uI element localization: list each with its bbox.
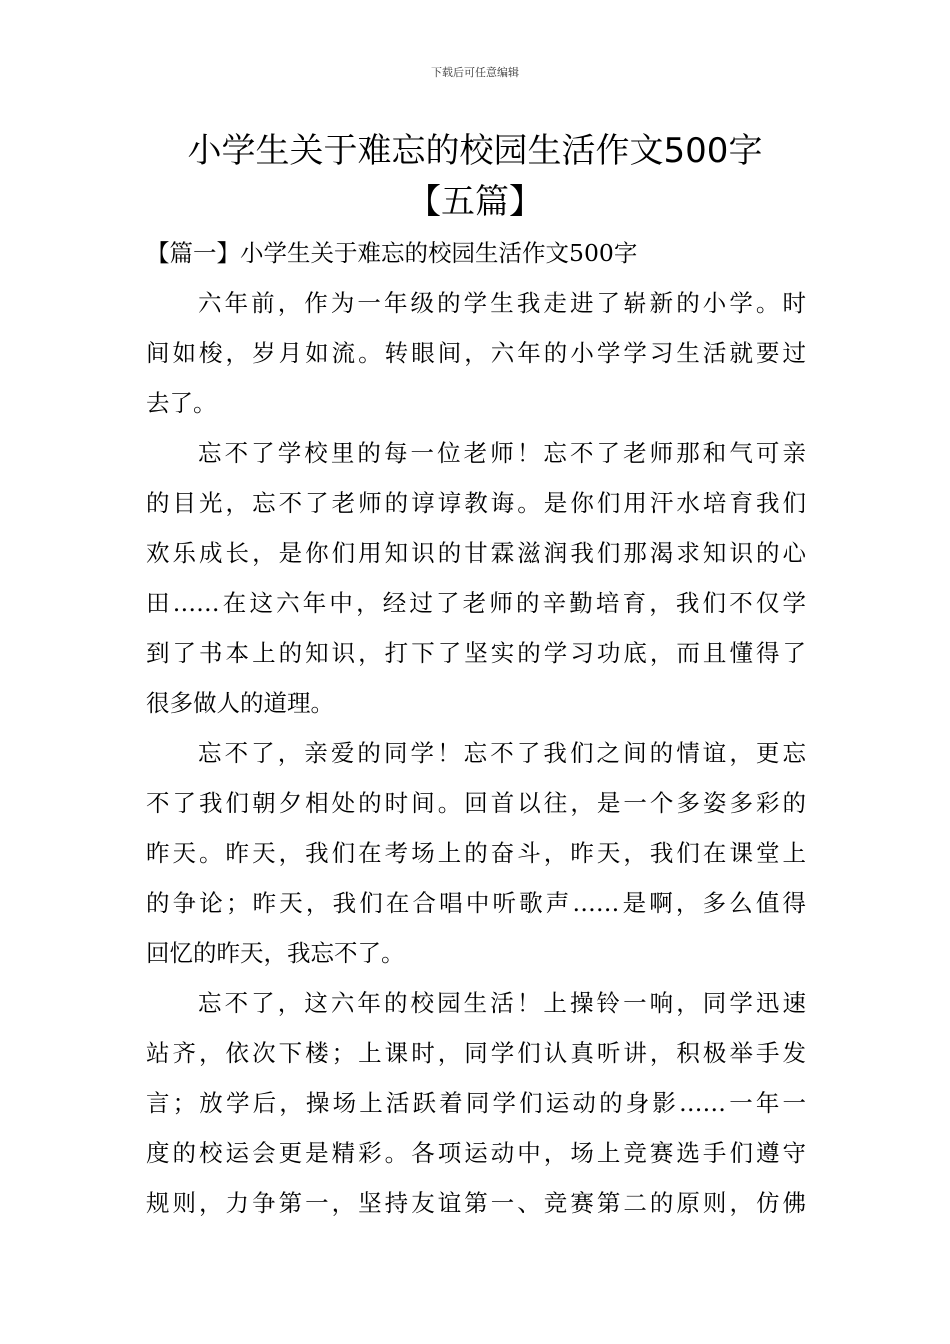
paragraph-3-line-3: 昨天。昨天，我们在考场上的奋斗，昨天，我们在课堂上 bbox=[146, 839, 806, 867]
paragraph-3-line-4: 的争论；昨天，我们在合唱中听歌声……是啊，多么值得 bbox=[146, 889, 806, 917]
paragraph-4-line-1: 忘不了，这六年的校园生活！上操铃一响，同学迅速 bbox=[198, 989, 806, 1017]
paragraph-4-line-3: 言；放学后，操场上活跃着同学们运动的身影……一年一 bbox=[146, 1089, 806, 1117]
document-title-line-2: 【五篇】 bbox=[407, 182, 543, 222]
paragraph-1-line-3: 去了。 bbox=[146, 389, 217, 417]
paragraph-1-line-2: 间如梭，岁月如流。转眼间，六年的小学学习生活就要过 bbox=[146, 339, 806, 367]
paragraph-3-line-2: 不了我们朝夕相处的时间。回首以往，是一个多姿多彩的 bbox=[146, 789, 806, 817]
paragraph-2-line-3: 欢乐成长，是你们用知识的甘霖滋润我们那渴求知识的心 bbox=[146, 539, 806, 567]
paragraph-4-line-4: 度的校运会更是精彩。各项运动中，场上竞赛选手们遵守 bbox=[146, 1139, 806, 1167]
paragraph-2-line-2: 的目光，忘不了老师的谆谆教诲。是你们用汗水培育我们 bbox=[146, 489, 806, 517]
header-note: 下载后可任意编辑 bbox=[431, 66, 519, 79]
paragraph-3-line-1: 忘不了，亲爱的同学！忘不了我们之间的情谊，更忘 bbox=[198, 739, 806, 767]
paragraph-4-line-2: 站齐，依次下楼；上课时，同学们认真听讲，积极举手发 bbox=[146, 1039, 806, 1067]
paragraph-2-line-5: 到了书本上的知识，打下了坚实的学习功底，而且懂得了 bbox=[146, 639, 806, 667]
document-title-line-1: 小学生关于难忘的校园生活作文500字 bbox=[187, 131, 763, 171]
paragraph-4-line-5: 规则，力争第一，坚持友谊第一、竞赛第二的原则，仿佛 bbox=[146, 1189, 806, 1217]
paragraph-2-line-6: 很多做人的道理。 bbox=[146, 689, 334, 717]
paragraph-3-line-5: 回忆的昨天，我忘不了。 bbox=[146, 939, 405, 967]
paragraph-1-line-1: 六年前，作为一年级的学生我走进了崭新的小学。时 bbox=[198, 289, 806, 317]
section-heading: 【篇一】小学生关于难忘的校园生活作文500字 bbox=[146, 239, 638, 267]
paragraph-2-line-4: 田……在这六年中，经过了老师的辛勤培育，我们不仅学 bbox=[146, 589, 806, 617]
document-body bbox=[146, 228, 806, 1228]
paragraph-2-line-1: 忘不了学校里的每一位老师！忘不了老师那和气可亲 bbox=[198, 439, 806, 467]
